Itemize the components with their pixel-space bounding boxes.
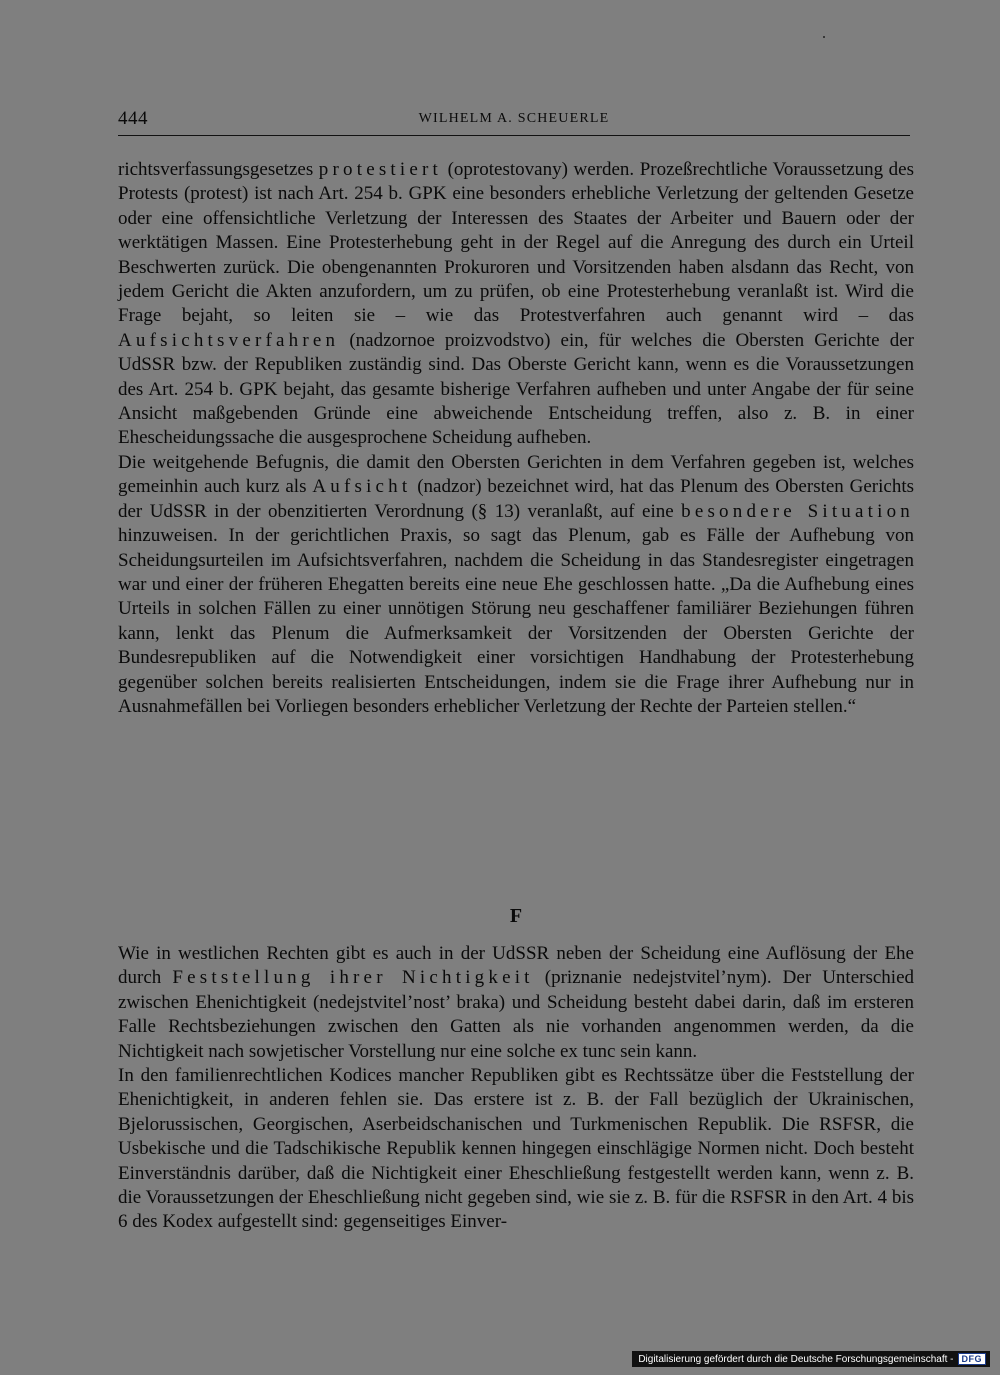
section-heading: F (509, 905, 523, 927)
text-run: (nadzornoe proizvodstvo) ein, für welches die Obersten Gerichte der UdSSR bzw. der Republiken zuständig sind. Das Oberste Gericht kann, wenn es die Voraussetzungen des Art. 254 b. GPK bejaht, das gesamte bisherige Verfahren aufheben und unter Angabe der für seine Ansicht maßgebenden Gründe eine abweichende Entscheidung treffen, also z. B. in einer Ehescheidungssache die ausgesprochene Scheidung aufheben. (118, 329, 914, 449)
paragraph: In den familienrechtlichen Kodices mancher Republiken gibt es Rechtssätze über die Feststellung der Ehenichtigkeit, in anderen fehlen sie. Das erstere ist z. B. der Fall bezüglich der Ukrainischen, Bjelorussischen, Georgischen, Aserbeidschanischen und Turkmenischen Republik. Die RSFSR, die Usbekische und die Tadschikische Republik kennen hingegen einschlägige Normen nicht. Doch besteht Einverständnis darüber, daß die Nichtigkeit einer Eheschließung festgestellt werden kann, wenn z. B. die Voraussetzungen der Eheschließung nicht gegeben sind, wie sie z. B. für die RSFSR in den Art. 4 bis 6 des Kodex aufgestellt sind: gegenseitiges Einver- (118, 1065, 914, 1233)
text-run: Die weitgehende Befugnis, die damit den Obersten Gerichten in dem Verfahren gegeben ist, welches gemeinhin auch kurz als (118, 451, 914, 498)
section-e-text (118, 158, 914, 719)
digitization-footer (632, 1351, 990, 1367)
running-head: WILHELM A. SCHEUERLE (418, 111, 610, 126)
spaced-term: protestiert (318, 159, 443, 180)
section-f-text (118, 942, 914, 1235)
paragraph (118, 451, 914, 719)
text-run: richtsverfassungsgesetzes (118, 159, 319, 180)
spaced-term: besondere Situation (681, 500, 914, 522)
spaced-term: Aufsichtsverfahren (118, 329, 340, 351)
page-header (118, 108, 910, 134)
spaced-term: Aufsicht (312, 476, 412, 498)
text-run: hinzuweisen. In der gerichtlichen Praxis, so sagt das Plenum, gab es Fälle der Aufhebung von Scheidungsurteilen im Aufsichtsverfahren, nachdem die Scheidung in das Standesregister eingetragen war und einer der früheren Ehegatten bereits eine neue Ehe geschlossen hatte. „Da die Aufhebung eines Urteils in solchen Fällen zu einer unnötigen Störung neu geschaffener familiärer Beziehungen führen kann, lenkt das Plenum die Aufmerksamkeit der Vorsitzenden der Obersten Gerichte der Bundesrepubliken auf die Notwendigkeit einer vorsichtigen Handhabung der Protesterhebung gegenüber solchen bereits realisierten Entscheidungen, indem sie die Frage ihrer Aufhebung nur in Ausnahmefällen bei Vorliegen besonders erheblicher Verletzung der Rechte der Parteien stellen.“ (118, 525, 914, 717)
footer-text: Digitalisierung gefördert durch die Deutsche Forschungsgemeinschaft - (638, 1353, 954, 1365)
text-run: (nadzor) bezeichnet wird, hat das Plenum des Obersten Gerichts der UdSSR in der obenzitierten Verordnung (§ 13) veranlaßt, auf eine (118, 476, 915, 522)
text-run: Wie in westlichen Rechten gibt es auch in der UdSSR neben der Scheidung eine Auflösung der Ehe durch (118, 943, 914, 989)
dfg-logo-icon: DFG (958, 1353, 987, 1365)
spaced-term: Feststellung ihrer Nichtigkeit (172, 967, 534, 989)
header-rule (118, 135, 910, 136)
text-run: (priznanie nedejstvitel’nym). Der Unterschied zwischen Ehenichtigkeit (nedejstvitel’nost’ braka) und Scheidung besteht dabei darin, daß im ersteren Falle Rechtsbeziehungen zwischen den Gatten als nie vorhanden angenommen werden, da die Nichtigkeit nach sowjetischer Vorstellung nur eine solche ex tunc sein kann. (118, 967, 915, 1062)
paragraph (118, 942, 914, 1064)
scan-speck (823, 36, 825, 38)
paragraph (118, 158, 914, 451)
page-number: 444 (118, 108, 148, 129)
text-run: (oprotestovany) werden. Prozeßrechtliche Voraussetzung des Protests (protest) ist nach Art. 254 b. GPK eine besonders erhebliche Verletzung der geltenden Gesetze oder eine offensichtliche Verletzung der Interessen des Staates der Arbeiter und Bauern oder der werktätigen Massen. Eine Protesterhebung geht in der Regel auf die Anregung des durch ein Urteil Beschwerten zurück. Die obengenannten Prokuroren und Vorsitzenden haben alsdann das Recht, von jedem Gericht die Akten anzufordern, um zu prüfen, ob eine Protesterhebung veranlaßt ist. Wird die Frage bejaht, so leiten sie – wie das Protestverfahren auch genannt wird – das (118, 159, 914, 327)
